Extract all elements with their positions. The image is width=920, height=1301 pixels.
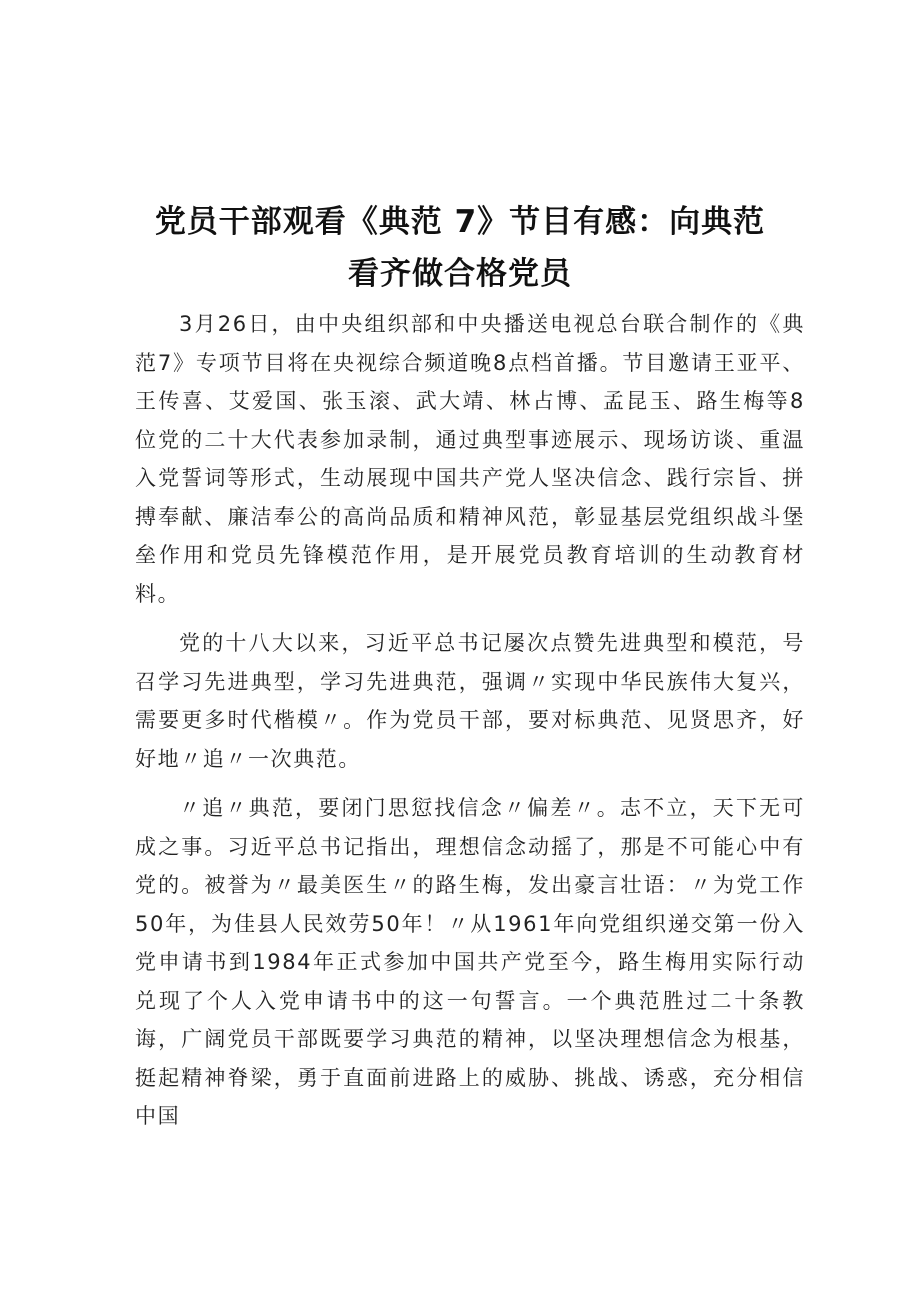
document-body: [135, 305, 805, 1147]
paragraph-3: 〃追〃典范，要闭门思愆找信念〃偏差〃。志不立，天下无可成之事。习近平总书记指出，理想信念动摇了，那是不可能心中有党的。被誉为〃最美医生〃的路生梅，发出豪言壮语：〃为党工作50年，为佳县人民效劳50年！〃从1961年向党组织递交第一份入党申请书到1984年正式参加中国共产党至今，路生梅用实际行动兑现了个人入党申请书中的这一句誓言。一个典范胜过二十条教诲，广阔党员干部既要学习典范的精神，以坚决理想信念为根基，挺起精神脊梁，勇于直面前进路上的威胁、挑战、诱惑，充分相信中国: [135, 796, 805, 1128]
title-line-2: 看齐做合格党员: [348, 256, 572, 292]
paragraph-1: 3月26日，由中央组织部和中央播送电视总台联合制作的《典范7》专项节目将在央视综合频道晚8点档首播。节目邀请王亚平、王传喜、艾爱国、张玉滚、武大靖、林占博、孟昆玉、路生梅等8位党的二十大代表参加录制，通过典型事迹展示、现场访谈、重温入党誓词等形式，生动展现中国共产党人坚决信念、践行宗旨、拼搏奉献、廉洁奉公的高尚品质和精神风范，彰显基层党组织战斗堡垒作用和党员先锋模范作用，是开展党员教育培训的生动教育材料。: [135, 312, 805, 606]
paragraph-2: 党的十八大以来，习近平总书记屡次点赞先进典型和模范，号召学习先进典型，学习先进典范，强调〃实现中华民族伟大复兴，需要更多时代楷模〃。作为党员干部，要对标典范、见贤思齐，好好地〃追〃一次典范。: [135, 631, 805, 771]
document-title: [120, 196, 800, 300]
title-line-1: 党员干部观看《典范 7》节目有感：向典范: [154, 204, 766, 240]
